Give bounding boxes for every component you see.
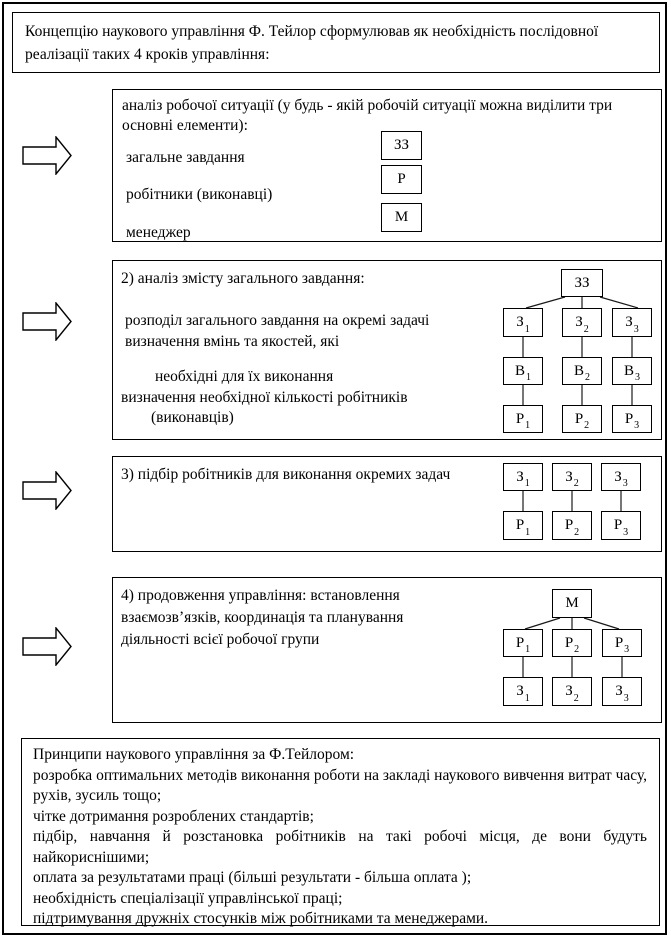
principle-item: підбір, навчання й розстановка робітників на такі робочі місця, де вони будуть найкориснішими;: [33, 828, 647, 866]
step4-box: [112, 577, 662, 723]
node-worker-2: Р 2: [552, 629, 592, 657]
node-worker-1: Р 1: [503, 405, 543, 433]
node-worker: Р: [381, 165, 422, 194]
arrow-right-icon: [22, 471, 73, 510]
principles-title: Принципи наукового управління за Ф.Тейлором:: [33, 746, 355, 763]
node-task-2: З 2: [552, 463, 592, 491]
title-text: Концепцію наукового управління Ф. Тейлор сформулював як необхідність послідовної реалізації таких 4 кроків управління:: [25, 23, 599, 63]
node-worker-1: Р 1: [503, 629, 543, 657]
node-skill-3: В 3: [612, 357, 652, 385]
node-task-2: З 2: [552, 677, 592, 706]
principle-item: чітке дотримання розроблених стандартів;: [33, 807, 314, 825]
step3-line: 3) підбір робітників для виконання окремих задач: [121, 466, 451, 483]
node-task-3: З 3: [601, 463, 641, 491]
node-worker-2: Р 2: [562, 405, 602, 433]
node-skill-2: В 2: [562, 357, 602, 385]
step2-line: 2) аналіз змісту загального завдання:: [121, 270, 365, 287]
node-worker-3: Р 3: [601, 511, 641, 540]
step2-box: [112, 260, 662, 440]
node-task-1: З 1: [503, 677, 543, 706]
node-task-3: З 3: [612, 308, 652, 337]
arrow-right-icon: [22, 136, 73, 175]
principle-item: оплата за результатами праці (більші результати - більша оплата );: [33, 869, 472, 886]
step3-box: [112, 456, 662, 552]
node-worker-1: Р 1: [503, 511, 543, 540]
step2-line: (виконавців): [151, 409, 234, 426]
step1-box: [112, 89, 662, 242]
arrow-right-icon: [22, 627, 73, 666]
node-task-2: З 2: [562, 308, 602, 337]
node-skill-1: В 1: [503, 357, 543, 385]
principle-item: необхідність спеціалізації управлінської праці;: [33, 889, 343, 907]
principle-item: підтримування дружніх стосунків між робітниками та менеджерами.: [33, 910, 489, 927]
step4-line: взаємозв’язків, координація та планування: [121, 609, 404, 626]
node-worker-3: Р 3: [602, 629, 642, 657]
arrow-right-icon: [22, 302, 73, 341]
step1-item-workers: робітники (виконавці): [126, 186, 273, 203]
step2-line: розподіл загального завдання на окремі задачі: [125, 312, 430, 329]
node-task-1: З 1: [503, 463, 543, 491]
step4-line: діяльності всієї робочої групи: [121, 631, 320, 648]
step1-intro: аналіз робочої ситуації (у будь - якій робочій ситуації можна виділити три основні елементи):: [122, 97, 613, 134]
node-task-1: З 1: [503, 308, 543, 337]
node-task-3: З 3: [602, 677, 642, 706]
principles-box: [21, 738, 660, 926]
step1-item-task: загальне завдання: [126, 149, 245, 166]
step2-line: необхідні для їх виконання: [155, 368, 334, 385]
principle-item: розробка оптимальних методів виконання роботи на закладі наукового вивчення витрат часу, рухів, зусиль тощо;: [33, 766, 647, 804]
step1-item-manager: менеджер: [126, 224, 191, 241]
node-general-task: ЗЗ: [381, 131, 422, 160]
node-manager: М: [381, 203, 422, 232]
node-worker-3: Р 3: [612, 405, 652, 433]
step2-line: визначення необхідної кількості робітників: [121, 389, 408, 406]
node-manager: М: [552, 589, 592, 618]
node-general-task: ЗЗ: [561, 269, 603, 297]
step2-line: визначення вмінь та якостей, які: [125, 333, 340, 350]
step4-line: 4) продовження управління: встановлення: [121, 587, 400, 604]
title-box: [12, 12, 660, 73]
node-worker-2: Р 2: [552, 511, 592, 540]
